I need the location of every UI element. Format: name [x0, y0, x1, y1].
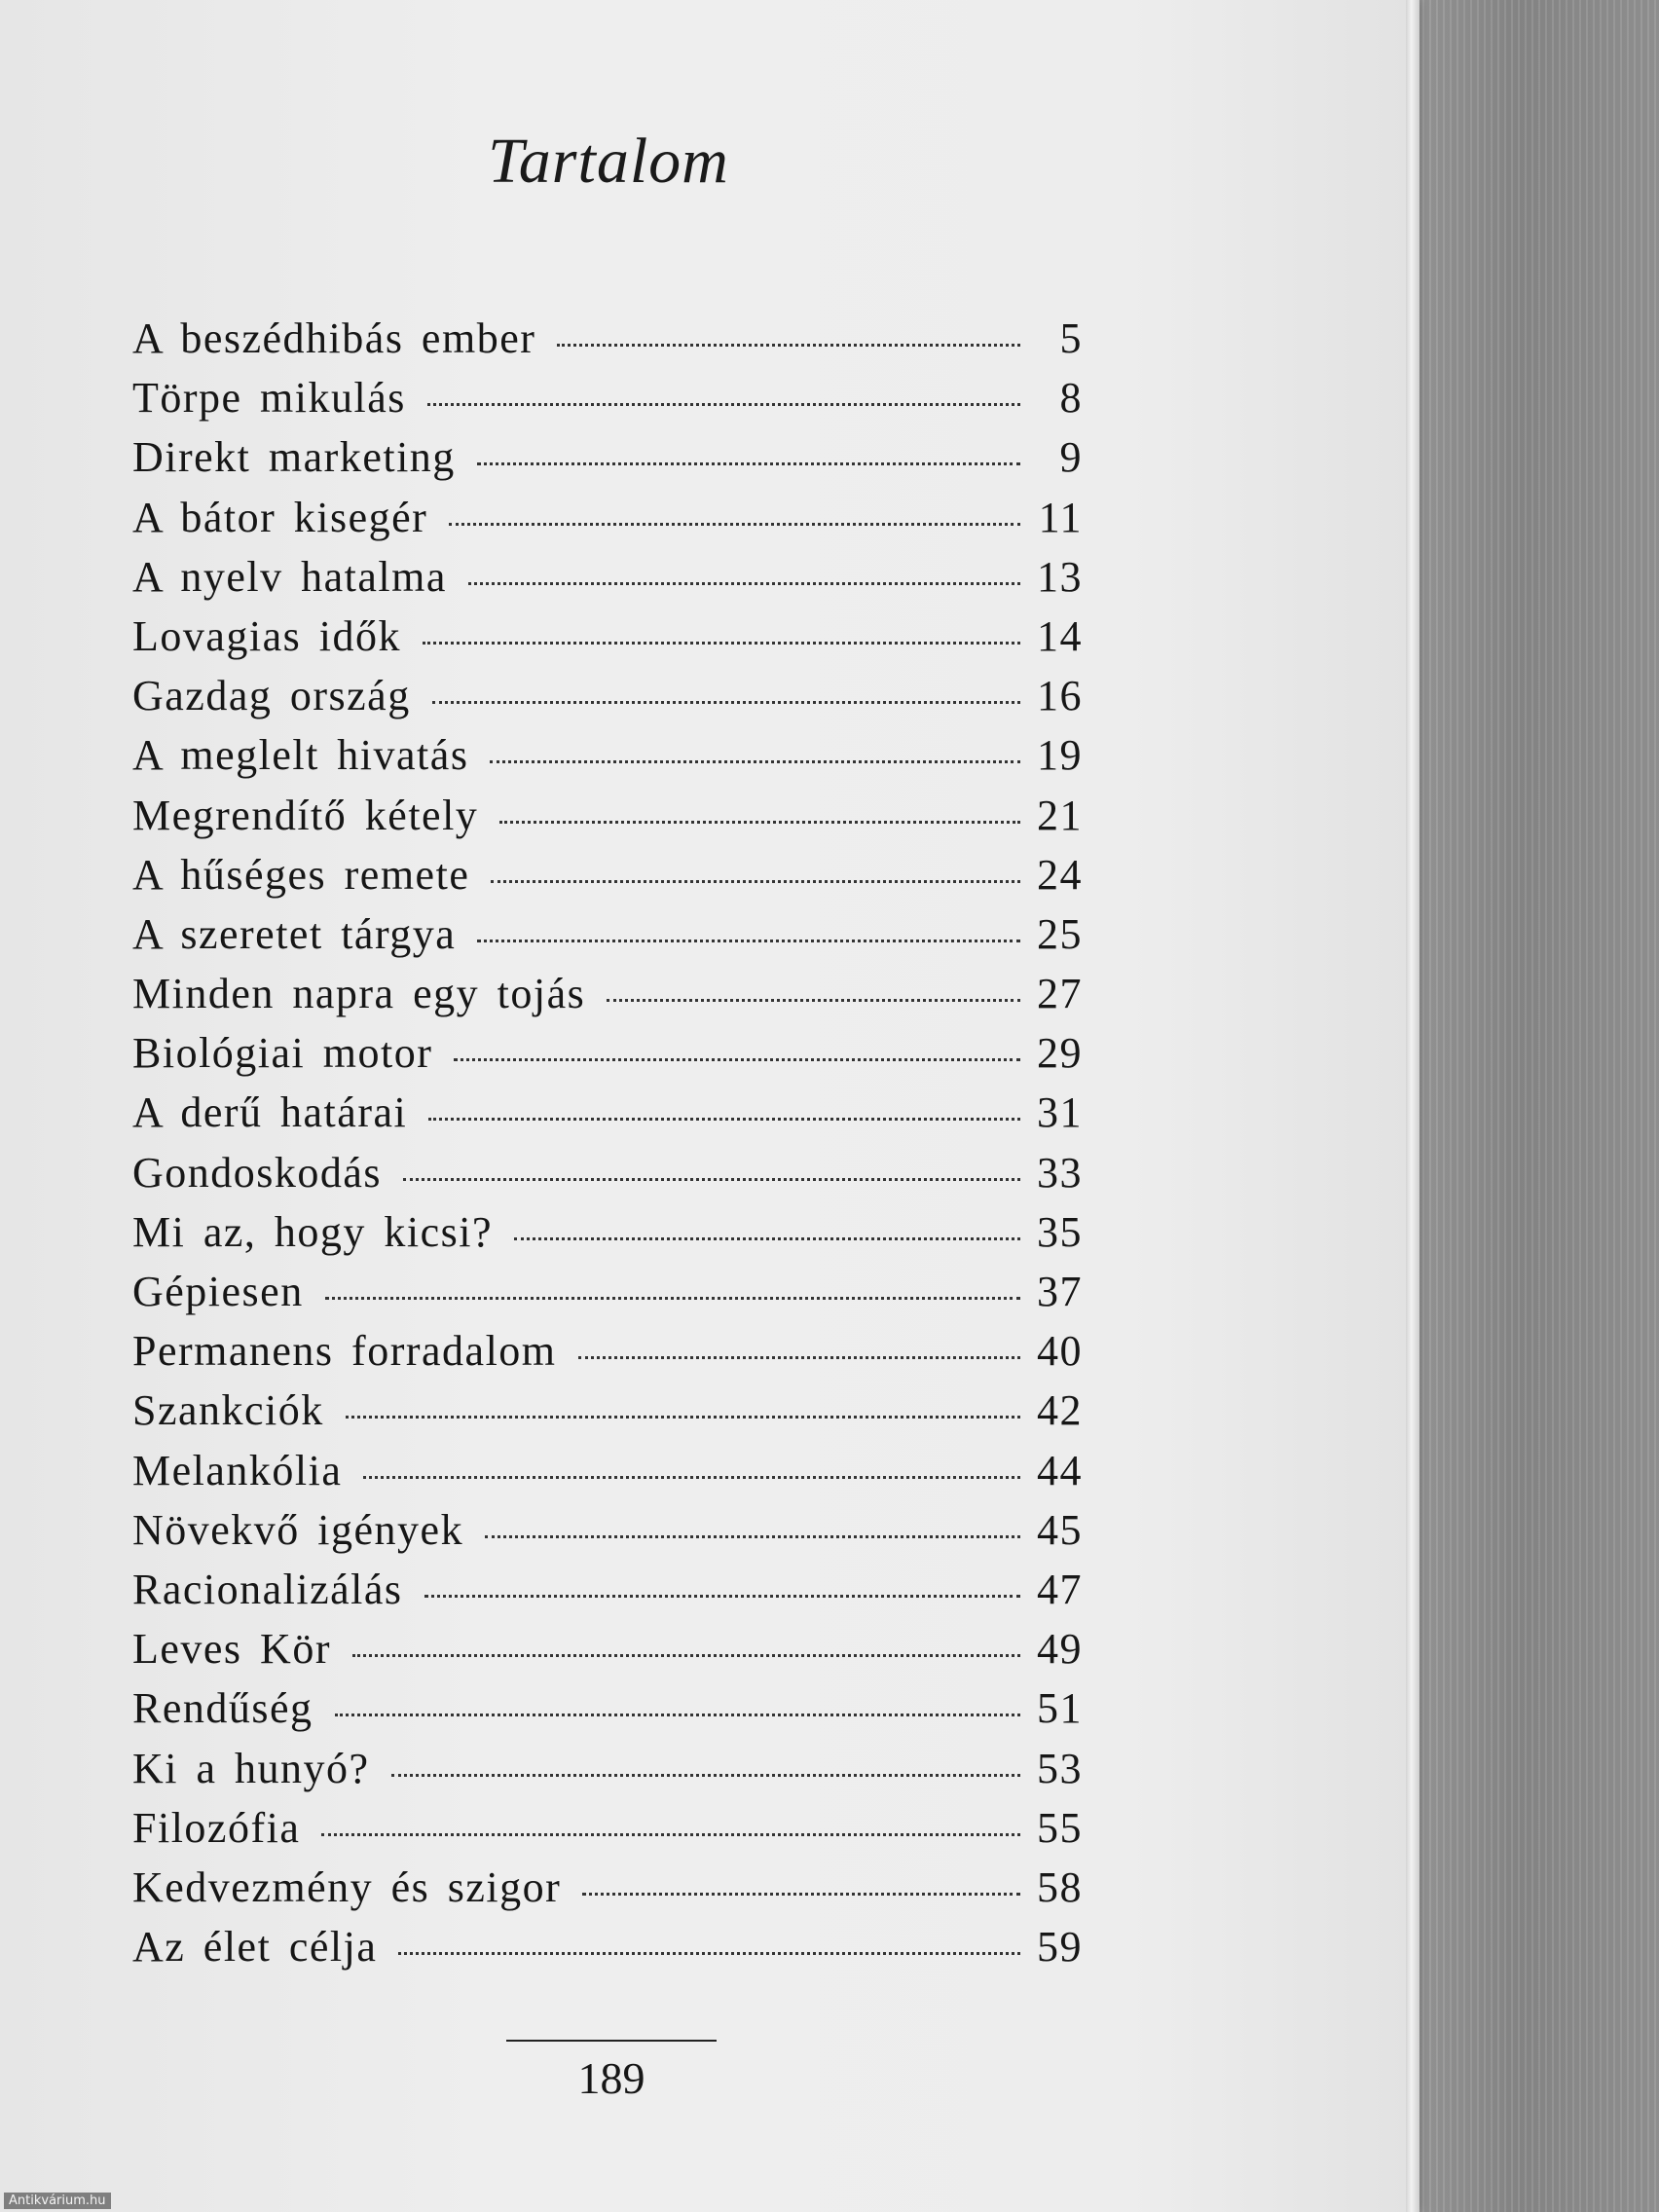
toc-entry	[132, 1683, 1083, 1743]
toc-entry-page: 21	[1037, 791, 1083, 839]
toc-entry-title: Az élet célja	[132, 1923, 378, 1972]
toc-entry-page: 25	[1037, 909, 1083, 958]
toc-leader-dots	[432, 701, 1020, 704]
toc-leader-dots	[491, 880, 1020, 883]
toc-entry-title: A bátor kisegér	[132, 493, 428, 541]
toc-entry	[132, 373, 1083, 432]
toc-entry	[132, 1028, 1083, 1088]
toc-entry-title: A nyelv hatalma	[132, 552, 447, 601]
toc-entry-title: Lovagias idők	[132, 611, 402, 660]
toc-entry	[132, 850, 1083, 909]
toc-entry-page: 49	[1037, 1625, 1083, 1674]
toc-entry	[132, 909, 1083, 969]
toc-entry-page: 14	[1037, 611, 1083, 660]
toc-entry-title: A meglelt hivatás	[132, 731, 469, 780]
toc-entry	[132, 313, 1083, 373]
toc-entry-page: 31	[1037, 1088, 1083, 1137]
toc-entry-page: 24	[1037, 850, 1083, 899]
toc-leader-dots	[428, 1118, 1020, 1121]
toc-entry	[132, 1088, 1083, 1147]
toc-leader-dots	[403, 1178, 1020, 1181]
toc-entry-page: 33	[1037, 1148, 1083, 1197]
toc-entry-page: 53	[1037, 1744, 1083, 1792]
toc-entry-page: 27	[1037, 970, 1083, 1018]
toc-entry-page: 8	[1059, 374, 1083, 423]
toc-entry-page: 13	[1037, 552, 1083, 601]
toc-entry-title: Kedvezmény és szigor	[132, 1862, 562, 1911]
toc-entry-page: 47	[1037, 1565, 1083, 1613]
toc-leader-dots	[325, 1297, 1020, 1300]
toc-entry-page: 58	[1037, 1862, 1083, 1911]
toc-entry-title: Szankciók	[132, 1386, 324, 1435]
toc-leader-dots	[423, 642, 1020, 645]
toc-entry	[132, 1148, 1083, 1207]
toc-entry-title: A hűséges remete	[132, 850, 470, 899]
toc-entry-title: Filozófia	[132, 1803, 301, 1852]
toc-leader-dots	[477, 940, 1020, 942]
toc-leader-dots	[454, 1058, 1020, 1061]
toc-leader-dots	[449, 523, 1020, 526]
toc-leader-dots	[424, 1595, 1020, 1598]
toc-leader-dots	[557, 344, 1020, 347]
toc-entry	[132, 1326, 1083, 1385]
toc-entry	[132, 552, 1083, 611]
toc-entry	[132, 791, 1083, 850]
toc-entry-page: 45	[1037, 1505, 1083, 1554]
toc-leader-dots	[427, 403, 1020, 406]
toc-leader-dots	[514, 1237, 1020, 1240]
toc-entry-page: 5	[1059, 314, 1083, 362]
toc-leader-dots	[352, 1654, 1020, 1657]
table-of-contents	[132, 313, 1083, 1981]
toc-entry-page: 29	[1037, 1029, 1083, 1078]
toc-entry	[132, 1385, 1083, 1445]
toc-entry	[132, 1207, 1083, 1267]
toc-entry-title: Racionalizálás	[132, 1565, 403, 1613]
toc-entry-title: Minden napra egy tojás	[132, 970, 586, 1018]
toc-entry-page: 59	[1037, 1923, 1083, 1972]
toc-leader-dots	[582, 1893, 1020, 1896]
toc-entry	[132, 1446, 1083, 1505]
toc-leader-dots	[578, 1356, 1020, 1359]
toc-entry-page: 9	[1059, 433, 1083, 482]
toc-leader-dots	[391, 1774, 1020, 1777]
toc-entry	[132, 1862, 1083, 1922]
toc-entry-title: A derű határai	[132, 1088, 408, 1137]
toc-entry-title: Ki a hunyó?	[132, 1744, 370, 1792]
page-title: Tartalom	[488, 126, 729, 197]
toc-entry	[132, 671, 1083, 730]
page-number: 189	[577, 2053, 645, 2103]
toc-entry	[132, 730, 1083, 790]
background-surface	[1402, 0, 1659, 2212]
toc-entry-title: Direkt marketing	[132, 433, 456, 482]
toc-leader-dots	[398, 1952, 1020, 1955]
toc-entry-page: 16	[1037, 672, 1083, 720]
toc-leader-dots	[346, 1416, 1020, 1419]
toc-entry-page: 51	[1037, 1684, 1083, 1733]
toc-entry-title: Növekvő igények	[132, 1505, 464, 1554]
toc-entry	[132, 1565, 1083, 1624]
page-edge	[1406, 0, 1419, 2212]
toc-leader-dots	[477, 462, 1020, 465]
toc-entry-title: Gépiesen	[132, 1268, 304, 1315]
toc-entry	[132, 1505, 1083, 1565]
toc-entry	[132, 432, 1083, 492]
toc-leader-dots	[607, 999, 1020, 1002]
toc-entry-title: Törpe mikulás	[132, 374, 406, 423]
toc-entry	[132, 1267, 1083, 1326]
watermark: Antikvárium.hu	[4, 2193, 111, 2209]
toc-entry-title: Megrendítő kétely	[132, 791, 479, 839]
toc-leader-dots	[321, 1833, 1020, 1836]
toc-entry	[132, 969, 1083, 1028]
toc-leader-dots	[485, 1535, 1020, 1538]
toc-entry-title: Gazdag ország	[132, 672, 411, 720]
toc-entry-page: 11	[1038, 493, 1083, 541]
toc-entry	[132, 1744, 1083, 1803]
toc-leader-dots	[468, 582, 1020, 585]
toc-entry	[132, 493, 1083, 552]
toc-entry-title: Biológiai motor	[132, 1029, 433, 1078]
toc-leader-dots	[363, 1476, 1020, 1479]
toc-entry-page: 42	[1037, 1386, 1083, 1435]
toc-entry-page: 40	[1037, 1327, 1083, 1376]
toc-entry-title: Mi az, hogy kicsi?	[132, 1207, 494, 1256]
toc-entry-title: Rendűség	[132, 1684, 313, 1733]
toc-entry-page: 44	[1037, 1446, 1083, 1494]
toc-entry	[132, 1624, 1083, 1683]
footer-rule	[506, 2040, 717, 2042]
toc-leader-dots	[335, 1714, 1020, 1716]
toc-entry	[132, 1803, 1083, 1862]
toc-entry-title: A szeretet tárgya	[132, 909, 457, 958]
toc-entry-title: Leves Kör	[132, 1625, 331, 1674]
toc-entry-page: 35	[1037, 1207, 1083, 1256]
toc-entry-page: 19	[1037, 731, 1083, 780]
toc-leader-dots	[490, 760, 1020, 763]
toc-entry-page: 55	[1037, 1803, 1083, 1852]
toc-entry-title: Permanens forradalom	[132, 1327, 557, 1376]
toc-entry-title: A beszédhibás ember	[132, 314, 536, 362]
toc-entry-title: Gondoskodás	[132, 1148, 383, 1197]
toc-entry-page: 37	[1037, 1268, 1083, 1315]
toc-entry-title: Melankólia	[132, 1446, 343, 1494]
toc-leader-dots	[499, 821, 1020, 824]
toc-entry	[132, 1922, 1083, 1981]
toc-entry	[132, 611, 1083, 671]
